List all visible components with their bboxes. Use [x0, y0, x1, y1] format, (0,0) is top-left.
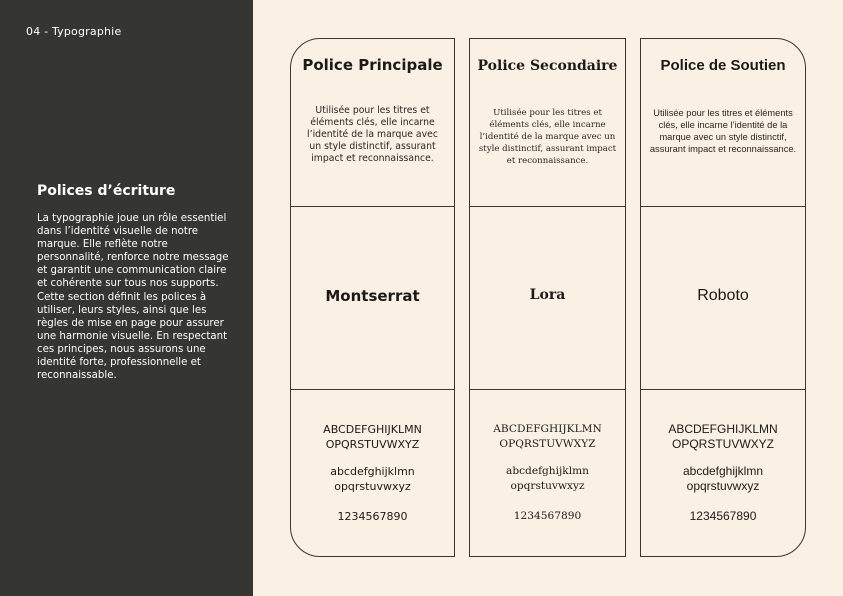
font-name: Montserrat [325, 287, 420, 305]
sidebar-heading: Polices d’écriture [37, 183, 176, 199]
card-title: Police Principale [302, 56, 443, 74]
specimen-uppercase: ABCDEFGHIJKLMN OPQRSTUVWXYZ [668, 422, 778, 451]
font-card-support [640, 38, 806, 557]
card-divider [291, 206, 454, 207]
specimen-lowercase: abcdefghijklmn opqrstuvwxyz [506, 465, 589, 492]
specimen-digits: 1234567890 [337, 510, 408, 523]
specimen-uppercase: ABCDEFGHIJKLMN OPQRSTUVWXYZ [323, 423, 422, 451]
font-card-primary [290, 38, 455, 557]
font-name: Roboto [697, 287, 749, 304]
card-title: Police de Soutien [660, 57, 786, 74]
card-divider [641, 206, 805, 207]
specimen-digits: 1234567890 [513, 510, 582, 522]
font-name: Lora [529, 287, 566, 303]
card-divider [470, 389, 625, 390]
sidebar [0, 0, 253, 596]
specimen-lowercase: abcdefghijklmn opqrstuvwxyz [682, 464, 764, 493]
card-divider [470, 206, 625, 207]
card-description: Utilisée pour les titres et éléments clés, elle incarne l’identité de la marque avec un style distinctif, assurant impact et reconnaissance. [307, 105, 438, 164]
card-title: Police Secondaire [477, 58, 618, 74]
section-label: 04 - Typographie [26, 25, 122, 38]
specimen-lowercase: abcdefghijklmn opqrstuvwxyz [330, 465, 415, 493]
card-divider [641, 389, 805, 390]
specimen-digits: 1234567890 [689, 509, 757, 523]
font-card-secondary [469, 38, 626, 557]
sidebar-body-text: La typographie joue un rôle essentiel dans l’identité visuelle de notre marque. Elle reflète notre personnalité, renforce notre message et garantit une communication claire et cohérente sur tous nos supports. Cette section définit les polices à utiliser, leurs styles, ainsi que les règles de mise en page pour assurer une harmonie visuelle. En respectant ces principes, nous assurons une identité forte, professionnelle et reconnaissable. [37, 213, 229, 382]
specimen-uppercase: ABCDEFGHIJKLMN OPQRSTUVWXYZ [493, 423, 602, 450]
card-description: Utilisée pour les titres et éléments clés, elle incarne l’identité de la marque avec un style distinctif, assurant impact et reconnaissance. [478, 108, 617, 166]
card-description: Utilisée pour les titres et éléments clés, elle incarne l’identité de la marque avec un style distinctif, assurant impact et reconnaissance. [649, 108, 797, 154]
card-divider [291, 389, 454, 390]
